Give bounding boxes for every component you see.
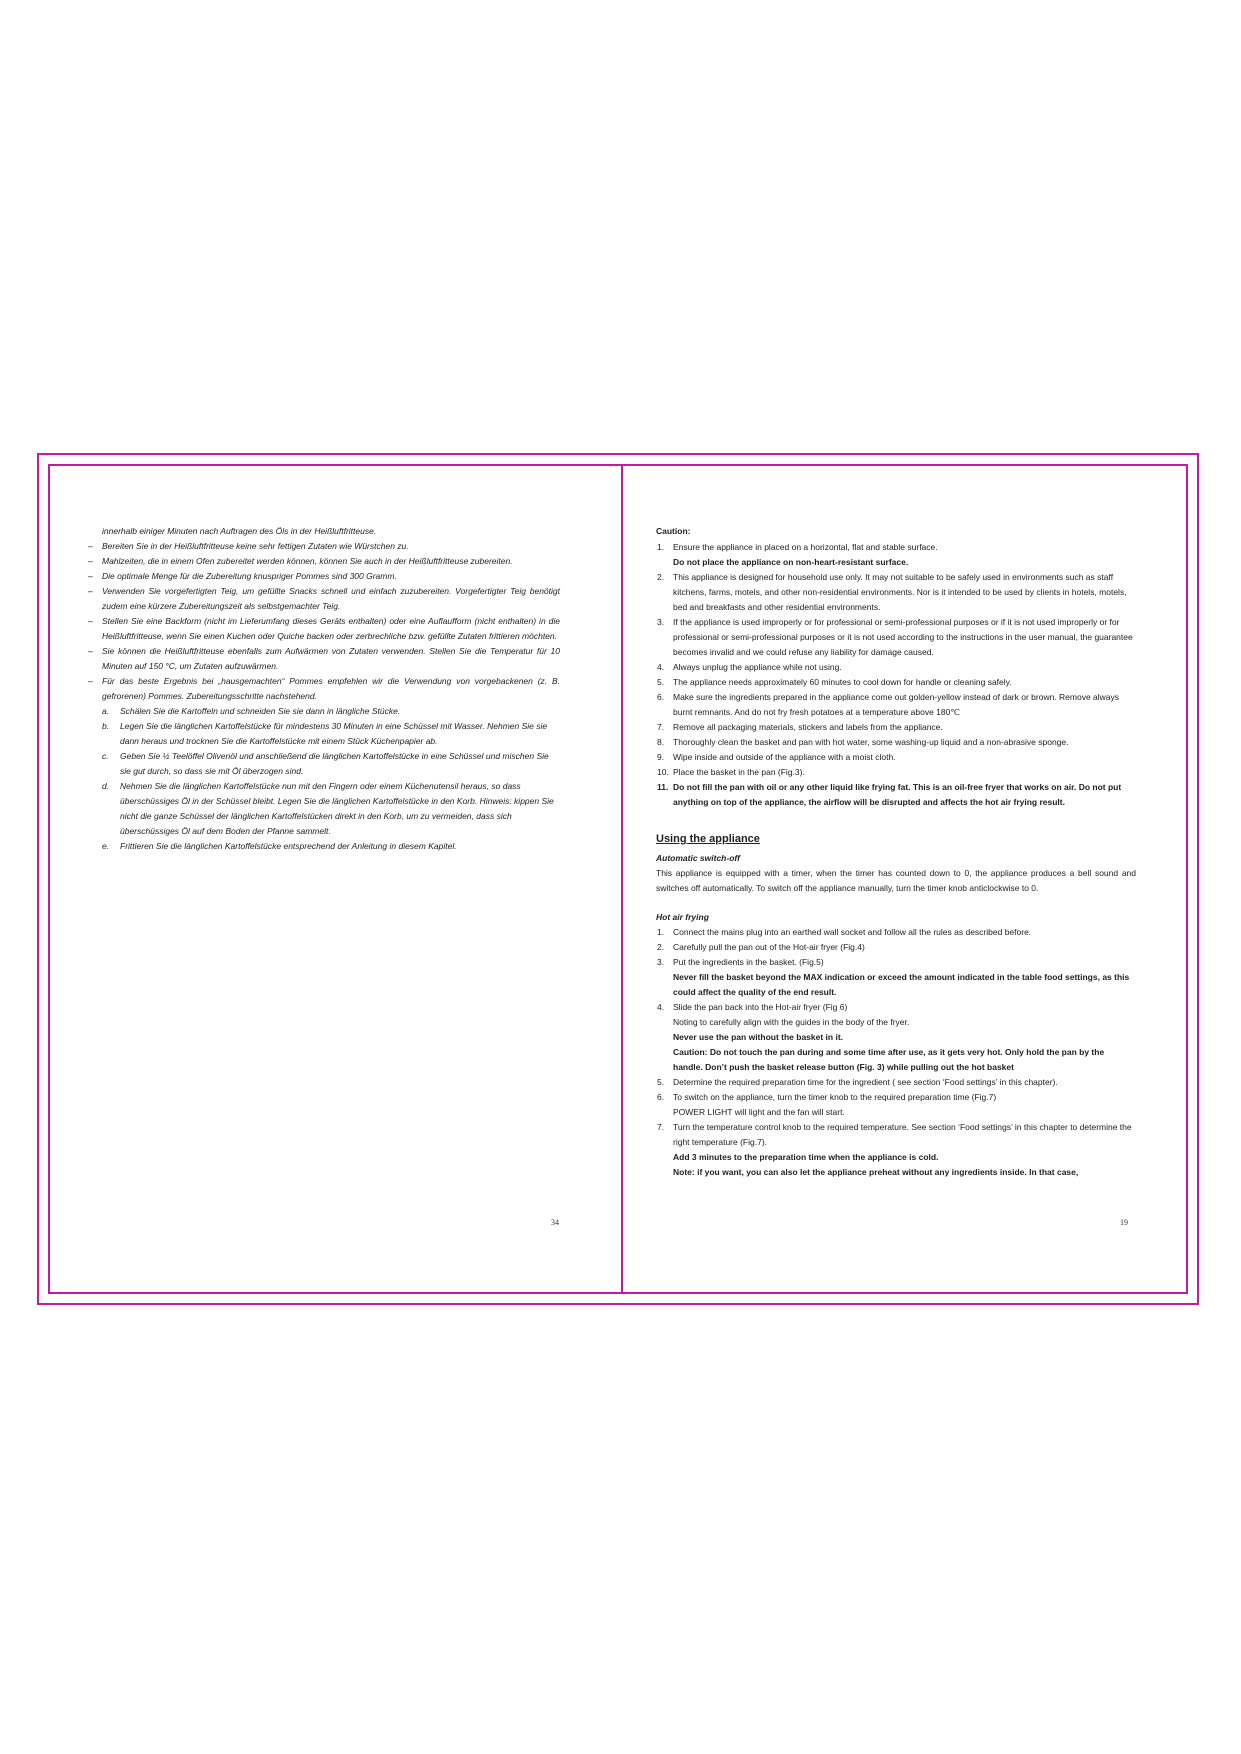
list-item-text: Mahlzeiten, die in einem Ofen zubereitet werden können, können Sie auch in der Heißluftfritteuse zubereiten. [102,556,513,566]
list-item [88,524,560,539]
caution-item [656,750,1136,765]
hot-air-step [656,925,1136,940]
caution-item [656,675,1136,690]
caution-title: Caution: [656,526,691,536]
automatic-switch-off-text: This appliance is equipped with a timer, when the timer has counted down to 0, the appliance produces a bell sound and switches off automatically. To switch off the appliance manually, turn the timer knob anticlockwise to 0. [656,868,1136,893]
list-item-text: Ensure the appliance in placed on a horizontal, flat and stable surface. [673,542,938,552]
list-marker: a. [102,706,110,716]
list-marker: b. [102,721,110,731]
list-item-text: Place the basket in the pan (Fig.3). [673,767,805,777]
list-item [88,839,560,854]
caution-item [656,540,1136,570]
list-item [88,554,560,569]
left-page-number: 34 [551,1218,559,1227]
subheading-automatic-switch-off: Automatic switch-off [656,853,740,863]
left-page [88,524,560,854]
list-item [88,674,560,704]
list-item-note: POWER LIGHT will light and the fan will start. [673,1107,845,1117]
list-item-text: Connect the mains plug into an earthed wall socket and follow all the rules as described before. [673,927,1032,937]
list-marker: 3. [657,617,665,627]
list-marker: 6. [657,1092,665,1102]
page-divider [621,464,623,1294]
list-marker: 2. [657,572,665,582]
list-marker: 7. [657,722,665,732]
list-item-text: Slide the pan back into the Hot-air fryer (Fig 6) [673,1002,848,1012]
list-item-text: Turn the temperature control knob to the required temperature. See section ‘Food settings’ in this chapter to determine the right temperature (Fig.7). [673,1122,1132,1147]
list-marker: 9. [657,752,665,762]
list-item-text: Für das beste Ergebnis bei „hausgemachten“ Pommes empfehlen wir die Verwendung von vorgebackenen (z. B. gefrorenen) Pommes. Zubereitungsschritte nachstehend. [102,676,560,701]
left-page-body [88,524,560,854]
list-marker: 3. [657,957,665,967]
list-marker: c. [102,751,109,761]
list-item-text: The appliance needs approximately 60 minutes to cool down for handle or cleaning safely. [673,677,1012,687]
list-marker: – [88,646,93,656]
list-item-note: Note: if you want, you can also let the appliance preheat without any ingredients inside. In that case, [673,1167,1079,1177]
caution-item [656,690,1136,720]
list-item-note: Do not place the appliance on non-heart-resistant surface. [673,557,909,567]
list-marker: e. [102,841,110,851]
list-item [88,539,560,554]
list-item-text: Stellen Sie eine Backform (nicht im Lieferumfang dieses Geräts enthalten) oder eine Auflaufform (nicht enthalten) in die Heißluftfritteuse, wenn Sie einen Kuchen oder Quiche backen oder zerbrechliche bzw. gefüllte Zutaten frittieren möchten. [102,616,560,641]
list-item-note: Caution: Do not touch the pan during and some time after use, as it gets very hot. Only hold the pan by the handle. Don’t push the basket release button (Fig. 3) while pulling out the hot basket [673,1047,1105,1072]
list-item [88,614,560,644]
section-title-using-appliance: Using the appliance [656,833,760,845]
list-item-text: innerhalb einiger Minuten nach Auftragen des Öls in der Heißluftfritteuse. [102,526,377,536]
list-marker: 4. [657,1002,665,1012]
caution-item [656,780,1136,810]
list-item-text: Geben Sie ½ Teelöffel Olivenöl und anschließend die länglichen Kartoffelstücke in eine Schüssel und mischen Sie sie gut durch, so dass sie mit Öl überzogen sind. [120,751,549,776]
list-marker: 11. [657,782,669,792]
list-item [88,569,560,584]
list-item-text: Put the ingredients in the basket. (Fig.5) [673,957,824,967]
list-marker: 6. [657,692,665,702]
subheading-hot-air-frying: Hot air frying [656,912,709,922]
list-marker: 1. [657,927,665,937]
list-item-note: Add 3 minutes to the preparation time when the appliance is cold. [673,1152,939,1162]
hot-air-step [656,1000,1136,1075]
hot-air-step [656,940,1136,955]
list-marker: – [88,676,93,686]
list-item-text: Determine the required preparation time for the ingredient ( see section ‘Food settings’ in this chapter). [673,1077,1058,1087]
list-marker: 5. [657,1077,665,1087]
list-item-text: Make sure the ingredients prepared in the appliance come out golden-yellow instead of dark or brown. Remove always burnt remnants. And do not fry fresh potatoes at a temperature above 180℃ [673,692,1120,717]
list-item [88,719,560,749]
list-marker: 1. [657,542,665,552]
list-marker: – [88,586,93,596]
list-item [88,779,560,839]
list-marker: 2. [657,942,665,952]
caution-item [656,615,1136,660]
list-item-text: Frittieren Sie die länglichen Kartoffelstücke entsprechend der Anleitung in diesem Kapitel. [120,841,457,851]
caution-item [656,720,1136,735]
list-item-text: Sie können die Heißluftfritteuse ebenfalls zum Aufwärmen von Zutaten verwenden. Stellen Sie die Temperatur für 10 Minuten auf 150 °C, um Zutaten aufzuwärmen. [102,646,560,671]
list-item-text: Verwenden Sie vorgefertigten Teig, um gefüllte Snacks schnell und einfach zuzubereiten. Vorgefertigter Teig benötigt zudem eine kürzere Zubereitungszeit als selbstgemachter Teig. [102,586,560,611]
list-item-note: Noting to carefully align with the guides in the body of the fryer. [673,1017,910,1027]
right-page-number: 19 [1120,1218,1128,1227]
list-item [88,584,560,614]
list-item-text: Bereiten Sie in der Heißluftfritteuse keine sehr fettigen Zutaten wie Würstchen zu. [102,541,409,551]
list-item-text: Remove all packaging materials, stickers and labels from the appliance. [673,722,943,732]
list-item-note: Never fill the basket beyond the MAX indication or exceed the amount indicated in the table food settings, as this could affect the quality of the end result. [673,972,1130,997]
caution-item [656,660,1136,675]
right-page [656,524,1136,1180]
list-item [88,644,560,674]
hot-air-step [656,1120,1136,1180]
caution-item [656,735,1136,750]
list-item-text: Legen Sie die länglichen Kartoffelstücke für mindestens 30 Minuten in eine Schüssel mit Wasser. Nehmen Sie sie dann heraus und trocknen Sie die Kartoffelstücke mit einem Stück Küchenpapier ab. [120,721,548,746]
list-item-text: If the appliance is used improperly or for professional or semi-professional purposes or if it is not used improperly or for professional or semi-professional purposes or it is not used according to the instructions in the user manual, the guarantee becomes invalid and we could refuse any liability for damage caused. [673,617,1133,657]
list-marker: – [88,571,93,581]
list-marker: 5. [657,677,665,687]
list-item-note: Never use the pan without the basket in it. [673,1032,844,1042]
list-item-text: Schälen Sie die Kartoffeln und schneiden Sie sie dann in längliche Stücke. [120,706,401,716]
caution-item [656,765,1136,780]
list-marker: 4. [657,662,665,672]
list-marker: – [88,556,93,566]
list-marker: – [88,616,93,626]
list-item-text: Carefully pull the pan out of the Hot-air fryer (Fig.4) [673,942,865,952]
caution-list [656,540,1136,810]
list-item-text: Do not fill the pan with oil or any other liquid like frying fat. This is an oil-free fryer that works on air. Do not put anything on top of the appliance, the airflow will be disrupted and affects the hot air frying result. [673,782,1122,807]
list-item-text: To switch on the appliance, turn the timer knob to the required preparation time (Fig.7) [673,1092,997,1102]
list-item-text: Die optimale Menge für die Zubereitung knuspriger Pommes sind 300 Gramm. [102,571,397,581]
list-item-text: Nehmen Sie die länglichen Kartoffelstücke nun mit den Fingern oder einem Küchenutensil heraus, so dass überschüssiges Öl in der Schüssel bleibt. Legen Sie die länglichen Kartoffelstücke in den Korb. Hinweis: kippen Sie nicht die ganze Schüssel der länglichen Kartoffelstücken direkt in den Korb, um zu vermeiden, dass sich überschüssiges Öl auf dem Boden der Pfanne sammelt. [120,781,554,836]
list-marker: 10. [657,767,669,777]
list-item-text: Always unplug the appliance while not using. [673,662,842,672]
hot-air-step [656,955,1136,1000]
list-marker: d. [102,781,110,791]
list-marker: 7. [657,1122,665,1132]
list-item [88,704,560,719]
caution-item [656,570,1136,615]
list-item [88,749,560,779]
list-item-text: Thoroughly clean the basket and pan with hot water, some washing-up liquid and a non-abrasive sponge. [673,737,1069,747]
list-item-text: Wipe inside and outside of the appliance with a moist cloth. [673,752,896,762]
list-marker: 8. [657,737,665,747]
list-marker: – [88,541,93,551]
hot-air-step [656,1090,1136,1120]
hot-air-step [656,1075,1136,1090]
hot-air-frying-list [656,925,1136,1180]
list-item-text: This appliance is designed for household use only. It may not suitable to be safely used in environments such as staff kitchens, farms, motels, and other non-residential environments. Nor is it intended to be used by clients in hotels, motels, bed and breakfasts and other residential environments. [673,572,1127,612]
